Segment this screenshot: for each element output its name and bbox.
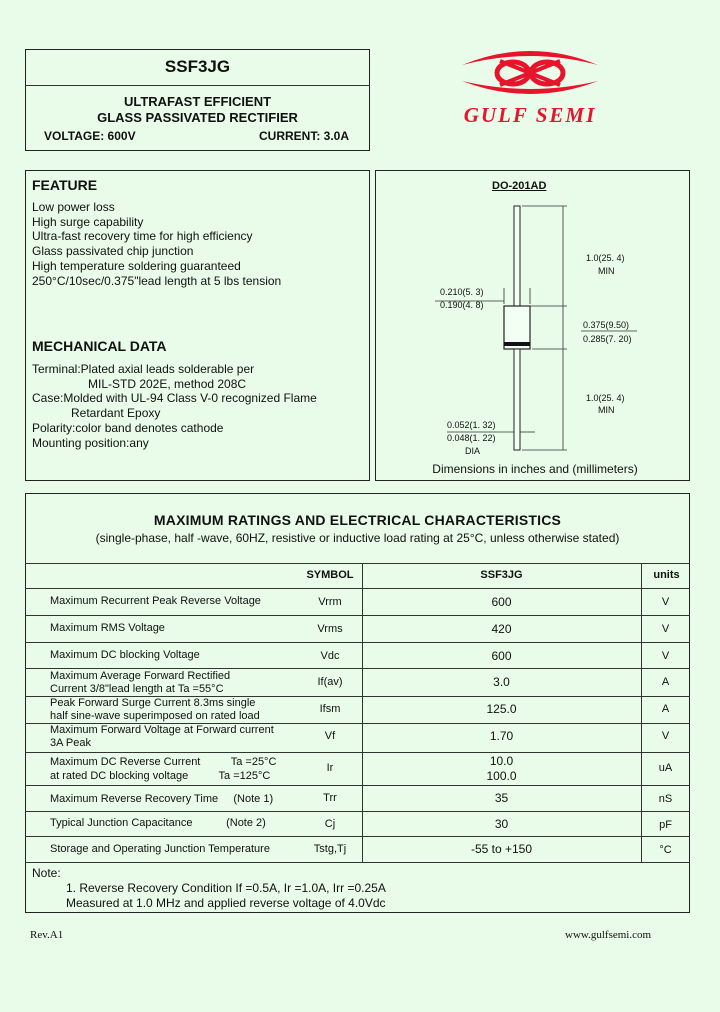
lead-top-min: MIN <box>598 266 615 276</box>
package-name: DO-201AD <box>492 180 547 192</box>
param-label: Maximum DC Reverse Current Ta =25°C <box>50 756 277 768</box>
row-divider <box>25 615 690 616</box>
col-units: units <box>653 569 680 581</box>
unit-cell: V <box>661 623 670 635</box>
value-cell: 3.0 <box>493 675 510 689</box>
row-divider <box>25 642 690 643</box>
row-divider <box>25 752 690 753</box>
unit-cell: V <box>661 650 670 662</box>
company-logo <box>440 45 620 130</box>
title-line2: GLASS PASSIVATED RECTIFIER <box>97 110 298 125</box>
mechanical-line: Terminal:Plated axial leads solderable per <box>32 362 255 376</box>
part-number: SSF3JG <box>164 57 231 76</box>
param-label: Typical Junction Capacitance (Note 2) <box>50 817 266 829</box>
mechanical-line: Case:Molded with UL-94 Class V-0 recognized Flame <box>32 391 317 406</box>
param-label: Maximum Recurrent Peak Reverse Voltage <box>50 595 261 607</box>
col-symbol: SYMBOL <box>306 569 354 581</box>
mechanical-line: Polarity:color band denotes cathode <box>32 420 224 435</box>
title-divider <box>25 85 370 86</box>
unit-cell: uA <box>658 762 673 774</box>
lead-dia-max: 0.052(1. 32) <box>447 420 496 430</box>
lead-bottom-length: 1.0(25. 4) <box>586 393 625 403</box>
value-cell: 125.0 <box>486 702 517 716</box>
symbol-cell: Vdc <box>320 650 340 662</box>
symbol-cell: If(av) <box>317 676 343 688</box>
body-dia-max: 0.210(5. 3) <box>440 287 484 297</box>
row-divider <box>25 588 690 589</box>
unit-cell: nS <box>658 793 673 805</box>
mechanical-line: MIL-STD 202E, method 208C <box>88 376 247 391</box>
value-cell: -55 to +150 <box>470 842 533 856</box>
package-drawing <box>375 170 690 460</box>
cathode-band <box>504 342 530 346</box>
row-divider <box>25 862 690 863</box>
unit-cell: °C <box>659 844 672 856</box>
unit-cell: V <box>661 596 670 608</box>
lead-top <box>514 206 520 306</box>
logo-mark-icon <box>440 45 620 100</box>
param-label-line2: half sine-wave superimposed on rated load <box>50 710 260 722</box>
param-label: Peak Forward Surge Current 8.3ms single <box>50 697 256 709</box>
note-heading: Note: <box>32 866 61 880</box>
note-1: 1. Reverse Recovery Condition If =0.5A, Ir =1.0A, Irr =0.25A <box>66 881 386 895</box>
param-label: Maximum RMS Voltage <box>50 622 165 634</box>
row-divider <box>25 785 690 786</box>
mechanical-list <box>32 362 317 450</box>
value-cell: 600 <box>491 595 512 609</box>
logo-text: GULF SEMI <box>463 103 597 127</box>
symbol-cell: Ir <box>326 762 334 774</box>
website-link[interactable]: www.gulfsemi.com <box>565 929 652 941</box>
symbol-cell: Cj <box>324 818 336 830</box>
unit-cell: A <box>661 676 670 688</box>
value-cell: 1.70 <box>489 729 514 743</box>
value-cell-line2: 100.0 <box>486 769 517 783</box>
row-divider <box>25 668 690 669</box>
unit-cell: pF <box>659 819 672 831</box>
symbol-cell: Ifsm <box>319 703 341 715</box>
feature-item: Ultra-fast recovery time for high efficiency <box>32 229 253 244</box>
unit-cell: V <box>661 730 670 742</box>
value-cell: 35 <box>494 791 509 805</box>
unit-cell: A <box>661 703 670 715</box>
feature-item: 250°C/10sec/0.375"lead length at 5 lbs tension <box>32 273 282 288</box>
param-label-line2: Current 3/8"lead length at Ta =55°C <box>50 683 224 695</box>
lead-top-length: 1.0(25. 4) <box>586 253 625 263</box>
ratings-subtitle: (single-phase, half -wave, 60HZ, resistive or inductive load rating at 25°C, unless otherwise stated) <box>95 531 620 545</box>
feature-item: Glass passivated chip junction <box>32 244 194 259</box>
symbol-cell: Tstg,Tj <box>313 843 347 855</box>
symbol-cell: Trr <box>323 792 337 804</box>
value-cell: 10.0 <box>489 754 514 768</box>
title-line1: ULTRAFAST EFFICIENT <box>123 94 272 109</box>
feature-heading: FEATURE <box>32 177 98 193</box>
feature-item: High surge capability <box>32 214 144 229</box>
body-len-max: 0.375(9.50) <box>583 320 630 330</box>
param-label: Maximum DC blocking Voltage <box>50 649 200 661</box>
value-cell: 30 <box>494 817 509 831</box>
revision-label: Rev.A1 <box>30 929 64 941</box>
mechanical-line: Mounting position:any <box>32 435 149 450</box>
param-label: Maximum Average Forward Rectified <box>50 670 231 682</box>
mechanical-line: Retardant Epoxy <box>71 406 161 421</box>
body-len-min: 0.285(7. 20) <box>583 334 632 344</box>
param-label: Maximum Reverse Recovery Time (Note 1) <box>50 793 274 805</box>
feature-item: Low power loss <box>32 200 115 214</box>
feature-list <box>32 200 281 288</box>
voltage-rating: VOLTAGE: 600V <box>44 129 136 143</box>
table-top-line <box>25 563 690 564</box>
current-rating: CURRENT: 3.0A <box>259 129 350 143</box>
feature-item: High temperature soldering guaranteed <box>32 258 241 273</box>
value-cell: 420 <box>491 622 512 636</box>
dimensions-caption: Dimensions in inches and (millimeters) <box>432 462 638 476</box>
lead-dia-label: DIA <box>465 446 481 456</box>
symbol-cell: Vrms <box>317 623 343 635</box>
lead-bottom-min: MIN <box>598 405 615 415</box>
symbol-cell: Vf <box>324 730 336 742</box>
param-label: Maximum Forward Voltage at Forward current <box>50 724 274 736</box>
ratings-title: MAXIMUM RATINGS AND ELECTRICAL CHARACTERISTICS <box>153 512 562 528</box>
row-divider <box>25 811 690 812</box>
col-part: SSF3JG <box>480 569 523 581</box>
row-divider <box>25 836 690 837</box>
body-dia-min: 0.190(4. 8) <box>440 300 484 310</box>
mechanical-heading: MECHANICAL DATA <box>32 338 167 354</box>
lead-dia-min: 0.048(1. 22) <box>447 433 496 443</box>
param-label: Storage and Operating Junction Temperature <box>50 843 270 855</box>
note-2: Measured at 1.0 MHz and applied reverse voltage of 4.0Vdc <box>66 896 386 910</box>
param-label-line2: 3A Peak <box>50 737 91 749</box>
lead-bottom <box>514 349 520 450</box>
value-cell: 600 <box>491 649 512 663</box>
param-label-line2: at rated DC blocking voltage Ta =125°C <box>50 770 271 782</box>
symbol-cell: Vrrm <box>318 596 342 608</box>
